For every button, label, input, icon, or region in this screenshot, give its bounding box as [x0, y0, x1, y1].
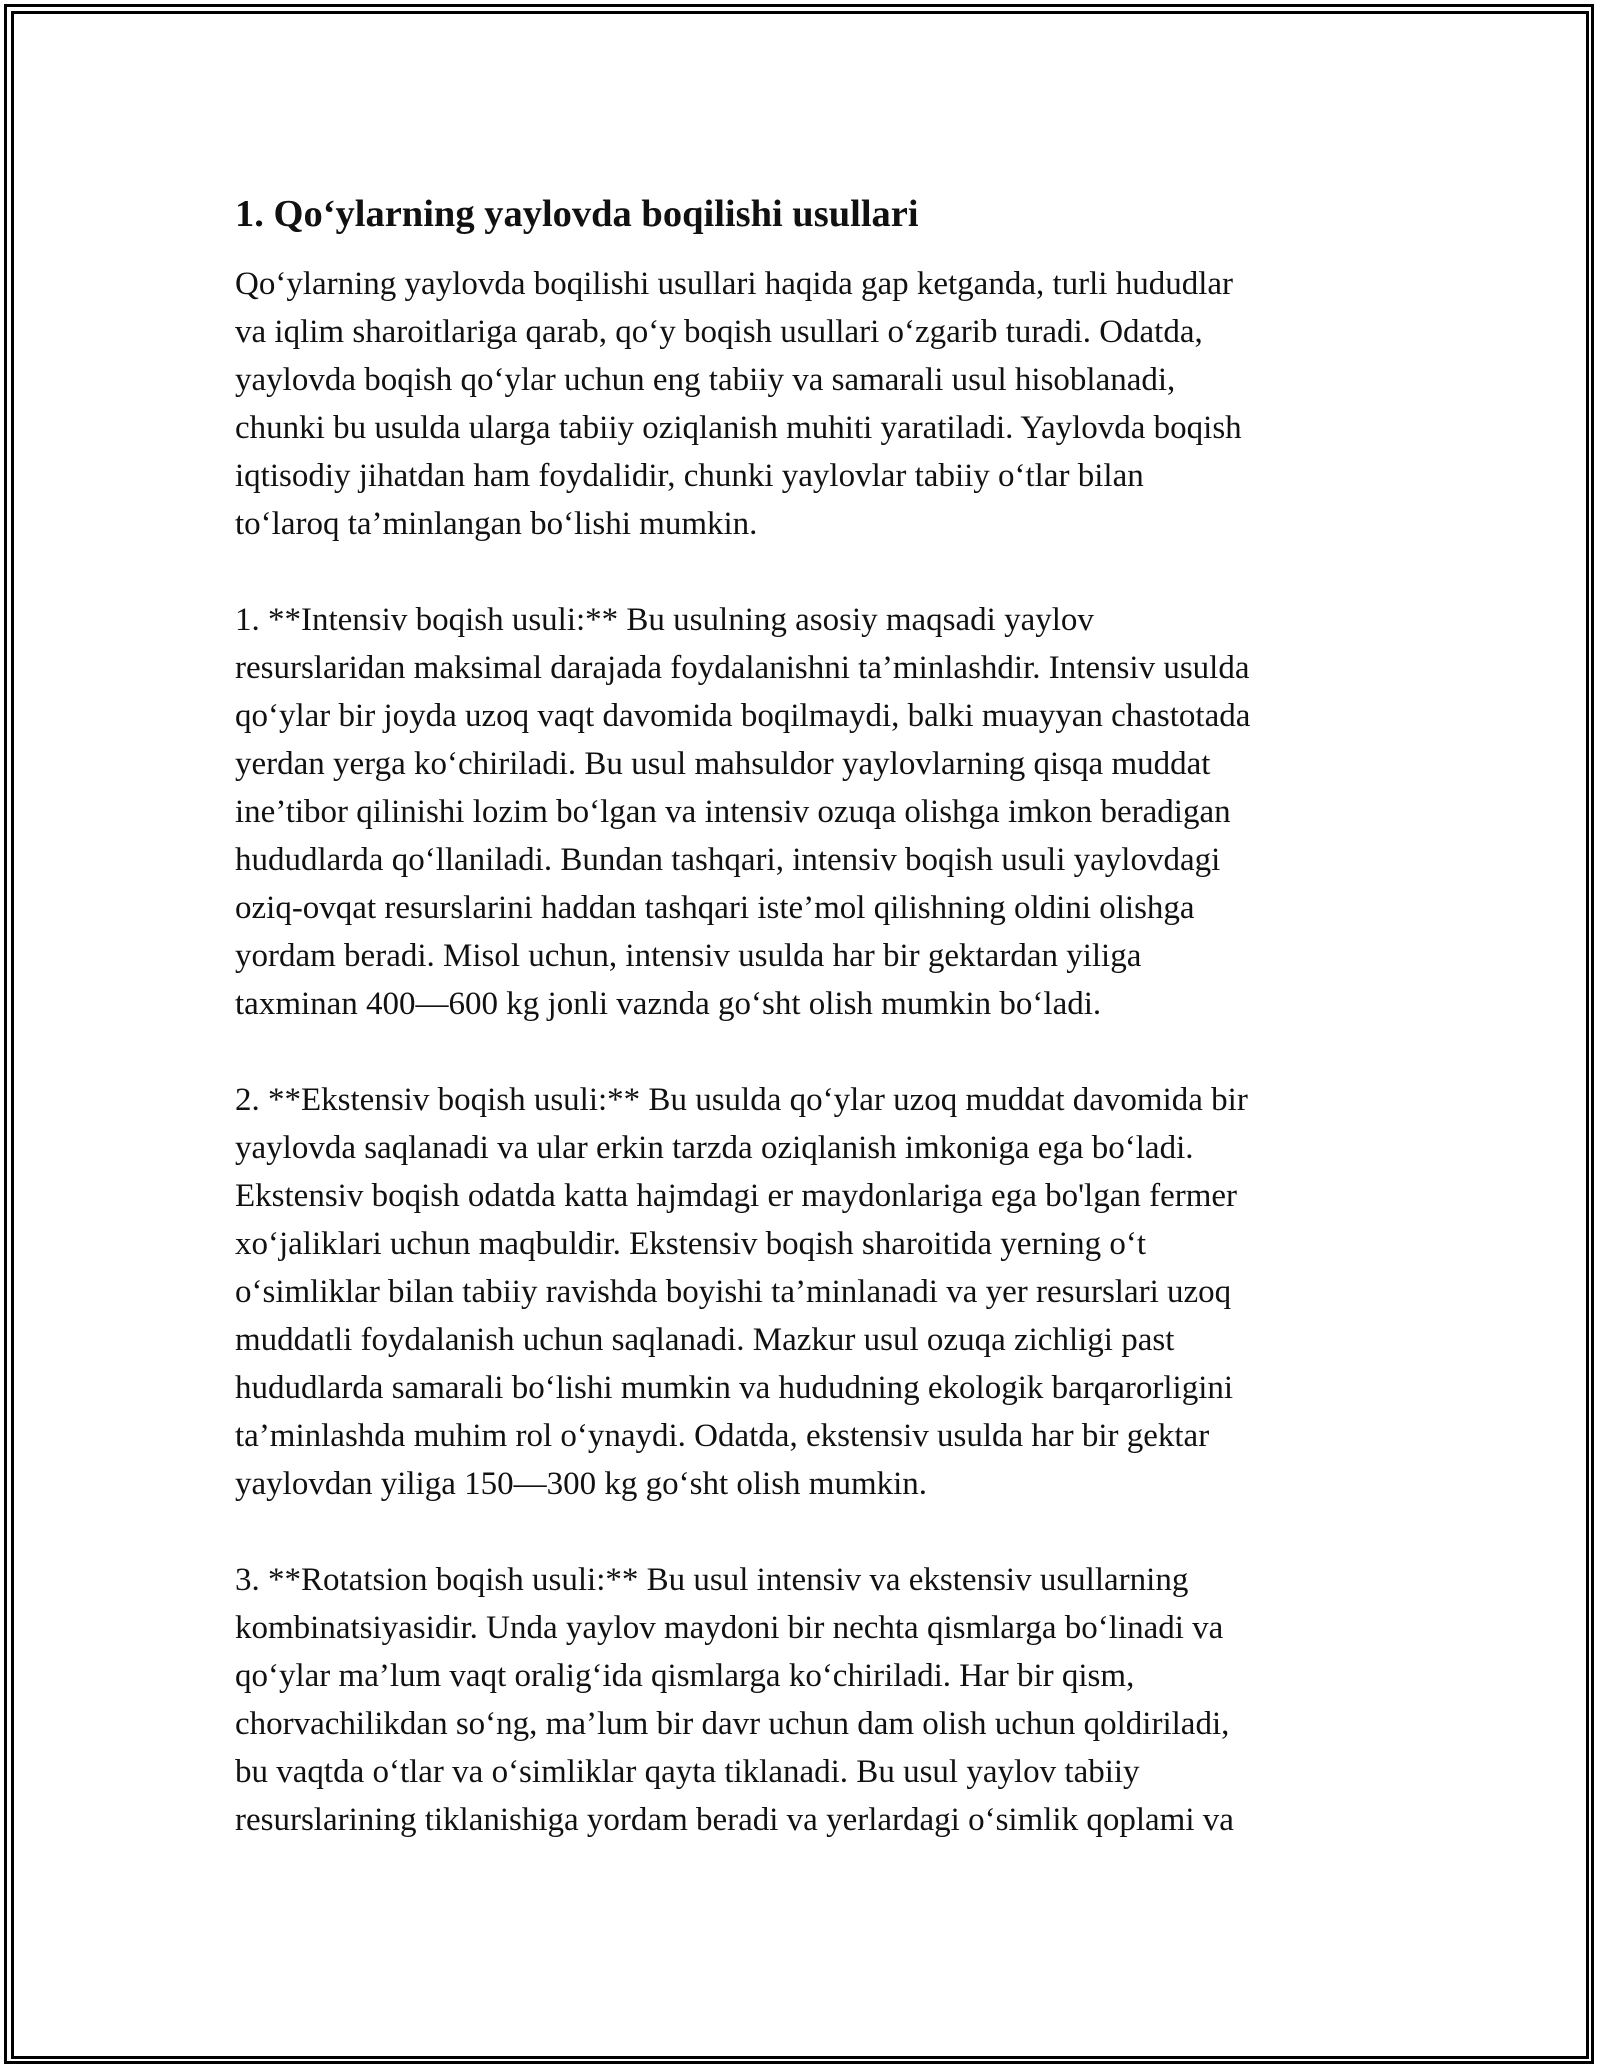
extensive-method-paragraph: 2. **Ekstensiv boqish usuli:** Bu usulda qo‘ylar uzoq muddat davomida bir yaylovda saqlanadi va ular erkin tarzda oziqlanish imkoniga ega bo‘ladi. Ekstensiv boqish odatda katta hajmdagi er maydonlariga ega bo'lgan fermer xo‘jaliklari uchun maqbuldir. Ekstensiv boqish sharoitida yerning o‘t o‘simliklar bilan tabiiy ravishda boyishi ta’minlanadi va yer resurslari uzoq muddatli foydalanish uchun saqlanadi. Mazkur usul ozuqa zichligi past hududlarda samarali bo‘lishi mumkin va hududning ekologik barqarorligini ta’minlashda muhim rol o‘ynaydi. Odatda, ekstensiv usulda har bir gektar yaylovdan yiliga 150—300 kg go‘sht olish mumkin. [235, 1082, 1248, 1502]
intensive-method-paragraph: 1. **Intensiv boqish usuli:** Bu usulning asosiy maqsadi yaylov resurslaridan maksimal darajada foydalanishni ta’minlashdir. Intensiv usulda qo‘ylar bir joyda uzoq vaqt davomida boqilmaydi, balki muayyan chastotada yerdan yerga ko‘chiriladi. Bu usul mahsuldor yaylovlarning qisqa muddat ine’tibor qilinishi lozim bo‘lgan va intensiv ozuqa olishga imkon beradigan hududlarda qo‘llaniladi. Bundan tashqari, intensiv boqish usuli yaylovdagi oziq-ovqat resurslarini haddan tashqari iste’mol qilishning oldini olishga yordam beradi. Misol uchun, intensiv usulda har bir gektardan yiliga taxminan 400—600 kg jonli vaznda go‘sht olish mumkin bo‘ladi. [235, 602, 1251, 1022]
intro-paragraph: Qo‘ylarning yaylovda boqilishi usullari haqida gap ketganda, turli hududlar va iqlim sharoitlariga qarab, qo‘y boqish usullari o‘zgarib turadi. Odatda, yaylovda boqish qo‘ylar uchun eng tabiiy va samarali usul hisoblanadi, chunki bu usulda ularga tabiiy oziqlanish muhiti yaratiladi. Yaylovda boqish iqtisodiy jihatdan ham foydalidir, chunki yaylovlar tabiiy o‘tlar bilan to‘laroq ta’minlangan bo‘lishi mumkin. [235, 266, 1242, 542]
rotational-method-paragraph: 3. **Rotatsion boqish usuli:** Bu usul intensiv va ekstensiv usullarning kombinatsiyasidir. Unda yaylov maydoni bir nechta qismlarga bo‘linadi va qo‘ylar ma’lum vaqt oralig‘ida qismlarga ko‘chiriladi. Har bir qism, chorvachilikdan so‘ng, ma’lum bir davr uchun dam olish uchun qoldiriladi, bu vaqtda o‘tlar va o‘simliklar qayta tiklanadi. Bu usul yaylov tabiiy resurslarining tiklanishiga yordam beradi va yerlardagi o‘simlik qoplami va [235, 1562, 1234, 1838]
document-body [235, 186, 1375, 1844]
section-heading: 1. Qo‘ylarning yaylovda boqilishi usullari [235, 193, 919, 235]
